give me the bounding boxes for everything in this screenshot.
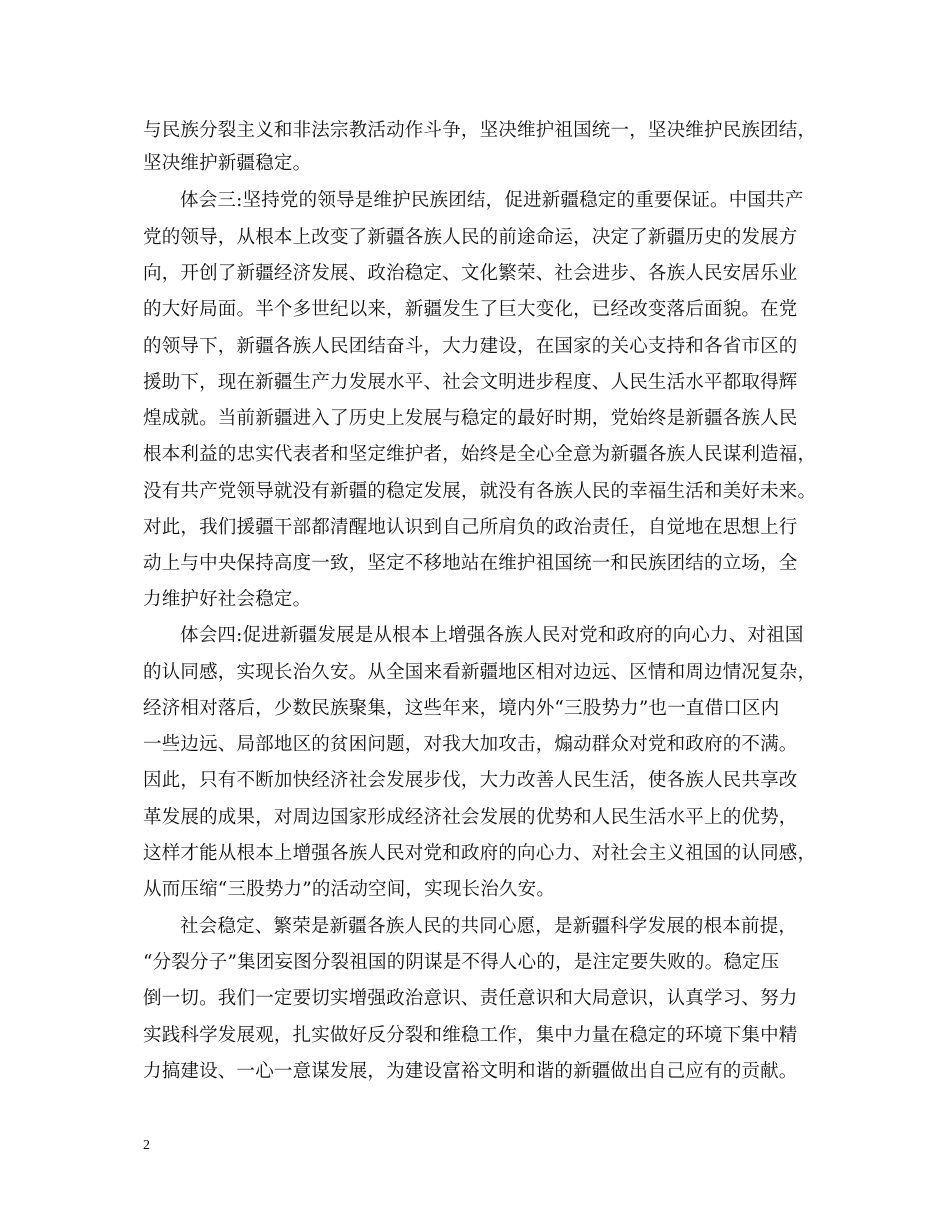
text-line: 向，开创了新疆经济发展、政治稳定、文化繁荣、社会进步、各族人民安居乐业 [143, 263, 798, 284]
text-line: 对此，我们援疆干部都清醒地认识到自己所肩负的政治责任，自觉地在思想上行 [143, 517, 798, 538]
text-line: 坚决维护新疆稳定。 [143, 153, 312, 174]
text-line: 党的领导，从根本上改变了新疆各族人民的前途命运，决定了新疆历史的发展方 [143, 227, 798, 248]
text-line: 从而压缩“三股势力”的活动空间，实现长治久安。 [143, 879, 556, 900]
text-line: 因此，只有不断加快经济社会发展步伐，大力改善人民生活，使各族人民共享改 [143, 770, 798, 791]
paragraph-start-line: 社会稳定、繁荣是新疆各族人民的共同心愿，是新疆科学发展的根本前提， [180, 916, 798, 937]
text-line: 这样才能从根本上增强各族人民对党和政府的向心力、对社会主义祖国的认同感， [143, 843, 817, 864]
text-line: 的认同感，实现长治久安。从全国来看新疆地区相对边远、区情和周边情况复杂， [143, 662, 817, 683]
text-line: 倒一切。我们一定要切实增强政治意识、责任意识和大局意识，认真学习、努力 [143, 988, 798, 1009]
text-line: 力维护好社会稳定。 [143, 589, 312, 610]
paragraph-start-line: 体会三:坚持党的领导是维护民族团结，促进新疆稳定的重要保证。中国共产 [180, 190, 804, 211]
text-line: 煌成就。当前新疆进入了历史上发展与稳定的最好时期，党始终是新疆各族人民 [143, 408, 798, 429]
text-line: 一些边远、局部地区的贫困问题，对我大加攻击，煽动群众对党和政府的不满。 [143, 734, 798, 755]
text-line: 力搞建设、一心一意谋发展，为建设富裕文明和谐的新疆做出自己应有的贡献。 [143, 1061, 798, 1082]
text-line: 援助下，现在新疆生产力发展水平、社会文明进步程度、人民生活水平都取得辉 [143, 372, 798, 393]
text-line: 与民族分裂主义和非法宗教活动作斗争，坚决维护祖国统一，坚决维护民族团结， [143, 120, 817, 141]
text-line: 动上与中央保持高度一致，坚定不移地站在维护祖国统一和民族团结的立场，全 [143, 553, 798, 574]
paragraph-start-line: 体会四:促进新疆发展是从根本上增强各族人民对党和政府的向心力、对祖国 [180, 625, 804, 646]
text-line: 没有共产党领导就没有新疆的稳定发展，就没有各族人民的幸福生活和美好未来。 [143, 481, 817, 502]
text-line: 的大好局面。半个多世纪以来，新疆发生了巨大变化，已经改变落后面貌。在党 [143, 299, 798, 320]
text-line: 革发展的成果，对周边国家形成经济社会发展的优势和人民生活水平上的优势， [143, 807, 798, 828]
text-line: “分裂分子”集团妄图分裂祖国的阴谋是不得人心的，是注定要失败的。稳定压 [143, 952, 780, 973]
text-line: 实践科学发展观，扎实做好反分裂和维稳工作，集中力量在稳定的环境下集中精 [143, 1025, 798, 1046]
text-line: 经济相对落后，少数民族聚集，这些年来，境内外“三股势力”也一直借口区内 [143, 698, 780, 719]
text-line: 的领导下，新疆各族人民团结奋斗，大力建设，在国家的关心支持和各省市区的 [143, 336, 798, 357]
text-line: 根本利益的忠实代表者和坚定维护者，始终是全心全意为新疆各族人民谋利造福， [143, 444, 817, 465]
page-number: 2 [143, 1138, 150, 1153]
